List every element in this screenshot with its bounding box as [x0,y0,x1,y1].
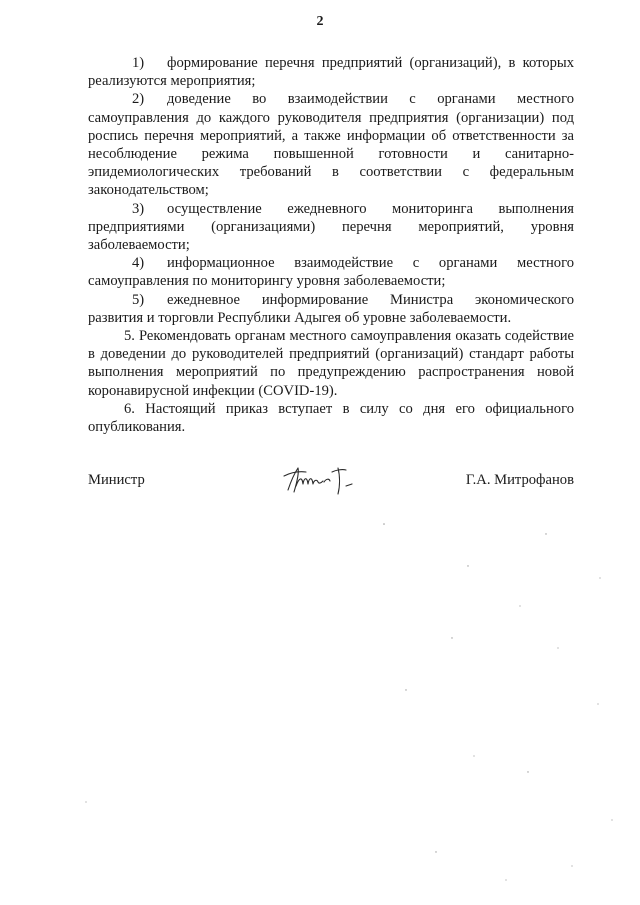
list-item-number: 5) [132,291,145,308]
list-item-text: осуществление ежедневного мониторинга выполнения предприятиями (организациями) перечня мероприятий, уровня заболеваемости; [88,200,574,254]
list-item-text: ежедневное информирование Министра экономического развития и торговли Республики Адыгея об уровне заболеваемости. [88,291,574,326]
list-item-number: 2) [132,91,145,108]
list-item [88,254,574,290]
list-item [88,54,574,90]
signer-name: Г.А. Митрофанов [465,472,574,488]
list-item-number: 1) [132,55,145,71]
list-item-number: 4) [132,255,145,272]
list-item-text: доведение во взаимодействии с органами местного самоуправления до каждого руководителя предприятия (организации) под роспись перечня мероприятий, а также информации об ответственности за несоблюдение режима повышенной готовности и санитарно-эпидемиологических требований в соответствии с федеральным законодательством; [88,91,574,199]
list-item-text: информационное взаимодействие с органами местного самоуправления по мониторингу уровня заболеваемости; [88,255,574,290]
signer-title: Министр [88,472,145,488]
list-item [88,291,574,327]
handwritten-signature [280,462,370,498]
list-item [88,90,574,199]
document-body [88,54,574,436]
signature-block [88,462,574,502]
page-number: 2 [316,14,324,29]
list-item-number: 3) [132,200,145,217]
list-item [88,200,574,255]
paragraph-5: 5. Рекомендовать органам местного самоуправления оказать содействие в доведении до руководителей предприятий (организаций) стандарт работы выполнения мероприятий по предупреждению распространения новой коронавирусной инфекции (COVID-19). [88,328,574,399]
paragraph-6: 6. Настоящий приказ вступает в силу со дня его официального опубликования. [88,400,574,436]
list-item-text: формирование перечня предприятий (организаций), в которых реализуются мероприятия; [88,55,574,90]
